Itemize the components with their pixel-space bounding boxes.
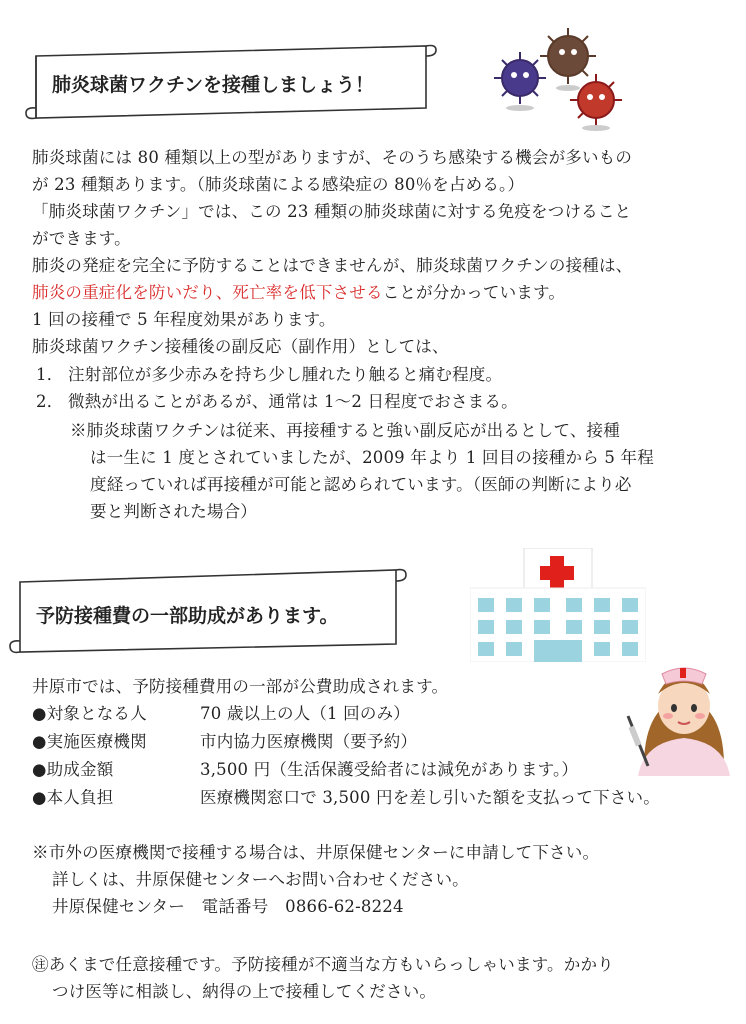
p4: 1 回の接種で 5 年程度効果があります。 <box>32 310 336 329</box>
info-label: ●実施医療機関 <box>32 732 147 751</box>
contact-info: 井原保健センター 電話番号 0866-62-8224 <box>52 897 404 916</box>
info-label: ●対象となる人 <box>32 704 147 723</box>
hospital-icon <box>470 548 646 662</box>
item2: 微熱が出ることがあるが、通常は 1～2 日程度でおさまる。 <box>68 392 518 411</box>
section2-title: 予防接種費の一部助成があります。 <box>36 605 339 627</box>
section1-title: 肺炎球菌ワクチンを接種しましょう！ <box>52 74 375 96</box>
item1-num: 1． <box>36 365 64 384</box>
info-value: 市内協力医療機関（要予約） <box>200 732 418 751</box>
p2-line2: ができます。 <box>32 229 131 248</box>
nurse-icon <box>624 656 734 776</box>
outside-line2: 詳しくは、井原保健センターへお問い合わせください。 <box>52 870 469 889</box>
p3-line2-rest: ことが分かっています。 <box>382 283 566 302</box>
caution-line1: ㊟あくまで任意接種です。予防接種が不適当な方もいらっしゃいます。かかり <box>32 955 614 974</box>
highlight-text: 肺炎の重症化を防いだり、死亡率を低下させる <box>32 283 383 302</box>
virus-illustration <box>468 12 648 132</box>
caution-line2: つけ医等に相談し、納得の上で接種してください。 <box>52 982 437 1001</box>
note-line3: 度経っていれば再接種が可能と認められています。（医師の判断により必 <box>90 475 632 494</box>
p1-line1: 肺炎球菌には 80 種類以上の型がありますが、そのうち感染する機会が多いもの <box>32 148 633 167</box>
outside-line1: ※市外の医療機関で接種する場合は、井原保健センターに申請して下さい。 <box>32 843 600 862</box>
p2-line1: 「肺炎球菌ワクチン」では、この 23 種類の肺炎球菌に対する免疫をつけること <box>32 202 632 221</box>
item2-num: 2． <box>36 392 64 411</box>
p1-line2: が 23 種類あります。（肺炎球菌による感染症の 80％を占める。） <box>32 175 525 194</box>
item1: 注射部位が多少赤みを持ち少し腫れたり触ると痛む程度。 <box>68 365 503 384</box>
info-label: ●助成金額 <box>32 760 114 779</box>
info-label: ●本人負担 <box>32 788 114 807</box>
p3-line2 <box>32 282 565 304</box>
note-line1: ※肺炎球菌ワクチンは従来、再接種すると強い副反応が出るとして、接種 <box>70 421 620 440</box>
note-line4: 要と判断された場合） <box>90 502 257 521</box>
info-value: 70 歳以上の人（1 回のみ） <box>200 704 410 723</box>
info-value: 医療機関窓口で 3,500 円を差し引いた額を支払って下さい。 <box>200 788 660 807</box>
info-value: 3,500 円（生活保護受給者には減免があります。） <box>200 760 579 779</box>
section2-intro: 井原市では、予防接種費用の一部が公費助成されます。 <box>32 677 449 696</box>
note-line2: は一生に 1 度とされていましたが、2009 年より 1 回目の接種から 5 年程 <box>90 448 654 467</box>
p5: 肺炎球菌ワクチン接種後の副反応（副作用）としては、 <box>32 337 449 356</box>
p3-line1: 肺炎の発症を完全に予防することはできませんが、肺炎球菌ワクチンの接種は、 <box>32 256 633 275</box>
